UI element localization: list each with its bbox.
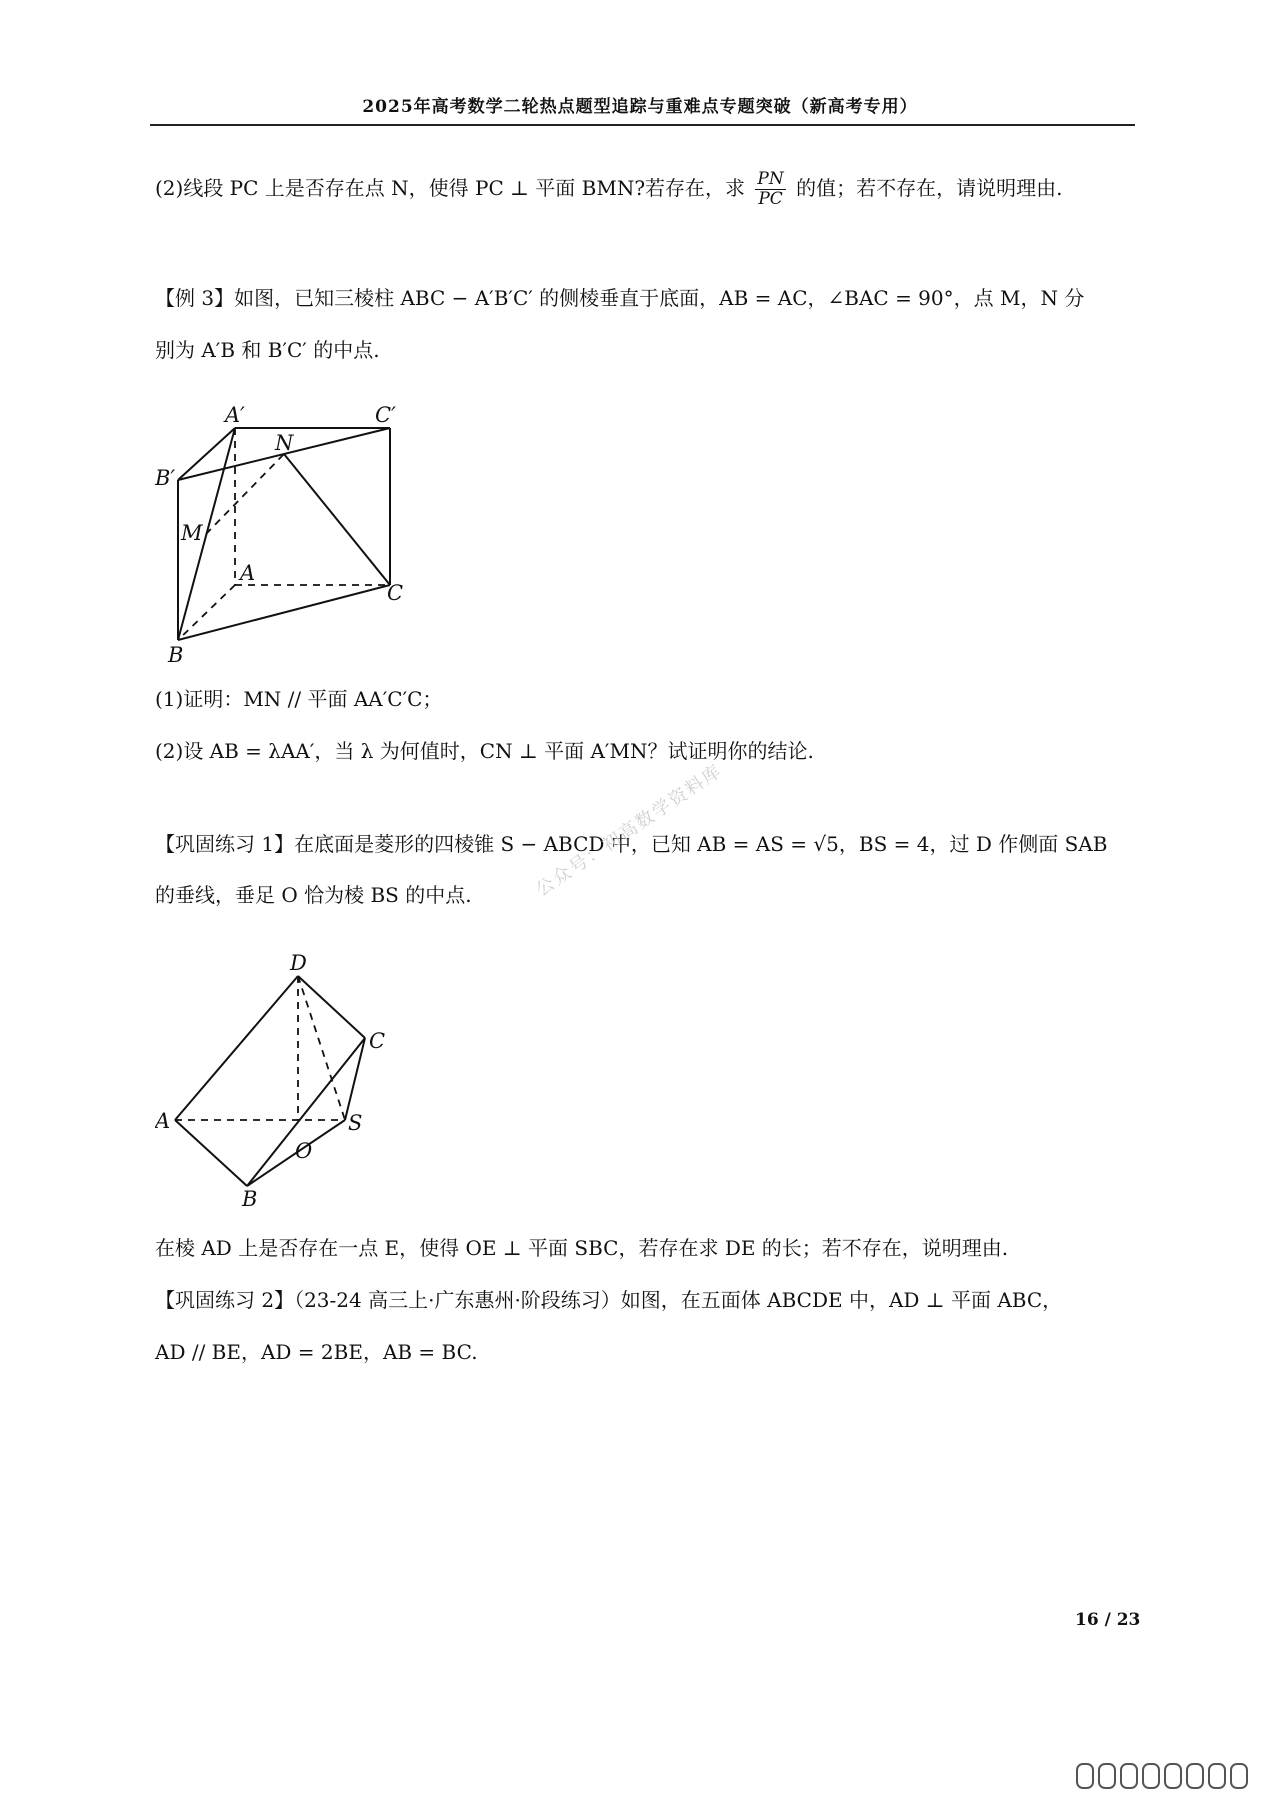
practice2-line1: 【巩固练习 2】（23-24 高三上·广东惠州·阶段练习）如图，在五面体 ABCDE 中，AD ⊥ 平面 ABC， [155, 1288, 1063, 1312]
prev-question-2-text: (2)线段 PC 上是否存在点 N，使得 PC ⊥ 平面 BMN?若存在，求 [155, 176, 746, 200]
bottom-toolbar-icon[interactable] [1075, 1758, 1265, 1792]
practice1-question: 在棱 AD 上是否存在一点 E，使得 OE ⊥ 平面 SBC，若存在求 DE 的长；若不存在，说明理由. [155, 1236, 1009, 1260]
label-A-prime: A′ [225, 403, 245, 427]
label-D: D [290, 951, 307, 975]
pyramid-diagram [155, 948, 405, 1208]
prism-figure [155, 400, 435, 670]
label-N: N [275, 431, 294, 455]
label-S: S [348, 1111, 363, 1135]
page-header: 2025年高考数学二轮热点题型追踪与重难点专题突破（新高考专用） [362, 97, 918, 117]
label-B: B [168, 643, 184, 667]
practice1-line2: 的垂线，垂足 O 恰为棱 BS 的中点. [155, 883, 472, 907]
fraction-denominator: PC [758, 189, 783, 209]
practice1-line1: 【巩固练习 1】在底面是菱形的四棱锥 S − ABCD 中，已知 AB = AS = √5，BS = 4，过 D 作侧面 SAB [155, 832, 1108, 856]
label-O: O [295, 1139, 313, 1163]
label-M: M [181, 521, 203, 545]
watermark-text: 公众号：初高数学资料库 [532, 760, 727, 901]
example3-line1: 【例 3】如图，已知三棱柱 ABC − A′B′C′ 的侧棱垂直于底面，AB = AC，∠BAC = 90°，点 M，N 分 [155, 286, 1085, 310]
label-B-prime: B′ [155, 466, 176, 490]
example3-q2: (2)设 AB = λAA′，当 λ 为何值时，CN ⊥ 平面 A′MN？试证明你的结论. [155, 739, 814, 763]
example3-line2: 别为 A′B 和 B′C′ 的中点. [155, 338, 380, 362]
label-C: C [387, 581, 404, 605]
practice2-line2: AD // BE，AD = 2BE，AB = BC. [155, 1340, 478, 1364]
label-A: A [240, 561, 256, 585]
prism-diagram [155, 400, 435, 670]
fraction-pn-pc [755, 170, 785, 209]
pyramid-figure [155, 948, 405, 1208]
header-divider [150, 124, 1135, 126]
label-C2: C [369, 1029, 386, 1053]
signal-bars-icon [1075, 1758, 1265, 1792]
fraction-numerator: PN [757, 169, 784, 189]
prev-question-2 [155, 170, 1062, 209]
page-number: 16 / 23 [1075, 1610, 1141, 1630]
label-C-prime: C′ [375, 403, 396, 427]
example3-q1: (1)证明：MN // 平面 AA′C′C； [155, 687, 443, 711]
label-A2: A [155, 1109, 171, 1133]
label-B2: B [242, 1187, 258, 1208]
prev-question-2-tail: 的值；若不存在，请说明理由. [796, 176, 1063, 200]
